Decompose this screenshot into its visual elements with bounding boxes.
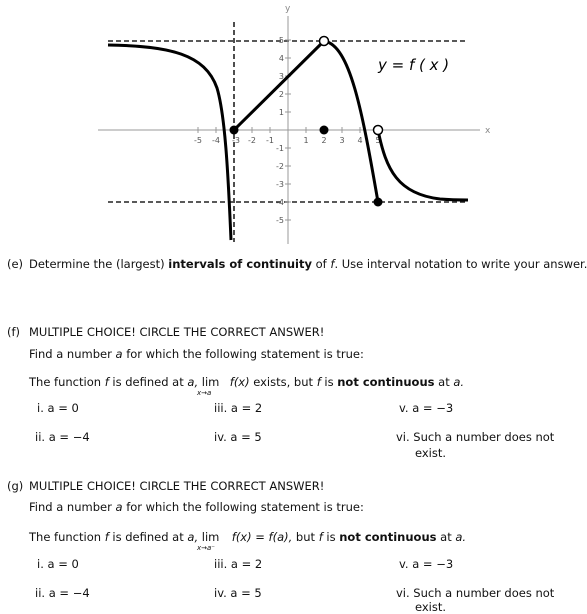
part-e-bold: intervals of continuity (168, 257, 312, 271)
part-e-text-2: of (315, 257, 327, 271)
part-f-statement (29, 375, 464, 389)
curve-decreasing-arc (324, 41, 381, 202)
y-tick-label: 2 (278, 90, 284, 99)
lim-expression: f(x) (229, 375, 250, 389)
lim-word: lim (201, 375, 220, 389)
stmt-f: f (104, 530, 109, 544)
part-g-option-iii[interactable]: iii. a = 2 (214, 557, 263, 571)
y-tick-label: 3 (278, 72, 284, 81)
stmt-text: is defined at (112, 530, 184, 544)
x-tick-label: -3 (232, 136, 240, 145)
part-e-question (29, 257, 587, 271)
stmt-a: a. (455, 530, 467, 544)
part-g-find-2: for which the following statement is true: (126, 500, 364, 514)
part-g-find (29, 500, 364, 514)
y-tick-label: -2 (276, 162, 284, 171)
part-f-option-iv[interactable]: iv. a = 5 (214, 430, 262, 444)
stmt-bold: not continuous (339, 530, 437, 544)
part-f-option-v[interactable]: v. a = −3 (399, 401, 454, 415)
part-f-heading: MULTIPLE CHOICE! CIRCLE THE CORRECT ANSWER! (29, 325, 325, 339)
part-f-option-i[interactable]: i. a = 0 (37, 401, 79, 415)
filled-point-5-minus4 (374, 198, 383, 207)
y-tick-label: -4 (276, 198, 284, 207)
open-point-5-0 (374, 126, 383, 135)
stmt-text: exists, but (253, 375, 314, 389)
part-f-find-a: a (115, 347, 123, 361)
stmt-text: is defined at (112, 375, 184, 389)
function-graph (0, 0, 561, 250)
part-g-option-vi[interactable]: vi. Such a number does not (396, 586, 555, 600)
part-e-text-3: . Use interval notation to write your answer. (334, 257, 587, 271)
stmt-text: but (295, 530, 316, 544)
part-g-heading: MULTIPLE CHOICE! CIRCLE THE CORRECT ANSWER! (29, 479, 325, 493)
stmt-text: is (324, 375, 334, 389)
part-e-text-1: Determine the (largest) (29, 257, 165, 271)
y-tick-label: -1 (276, 144, 284, 153)
x-tick-label: -5 (194, 136, 202, 145)
y-axis-label: y (285, 4, 291, 14)
part-f-option-iii[interactable]: iii. a = 2 (214, 401, 263, 415)
stmt-text: The function (29, 530, 102, 544)
part-f-find-2: for which the following statement is true: (126, 347, 364, 361)
stmt-bold: not continuous (337, 375, 435, 389)
part-g-option-ii[interactable]: ii. a = −4 (35, 586, 90, 600)
open-point-2-5 (320, 37, 329, 46)
stmt-f: f (316, 375, 321, 389)
part-g-lim-subscript: x→a⁻ (197, 544, 215, 552)
stmt-a: a, (187, 375, 199, 389)
stmt-text: at (438, 375, 450, 389)
x-tick-label: -4 (212, 136, 220, 145)
x-axis-label: x (485, 126, 491, 136)
part-g-option-i[interactable]: i. a = 0 (37, 557, 79, 571)
x-tick-label: 2 (321, 136, 327, 145)
curve-right-branch (378, 130, 468, 200)
lim-expression: f(x) = f(a), (231, 530, 293, 544)
stmt-text: The function (29, 375, 102, 389)
part-g-option-iv[interactable]: iv. a = 5 (214, 586, 262, 600)
stmt-text: is (326, 530, 336, 544)
part-f-option-ii[interactable]: ii. a = −4 (35, 430, 90, 444)
stmt-a: a, (187, 530, 199, 544)
part-g-statement (29, 530, 466, 544)
stmt-f: f (318, 530, 323, 544)
function-label: y = f ( x ) (378, 56, 450, 74)
part-g-find-1: Find a number (29, 500, 112, 514)
x-tick-label: -1 (266, 136, 274, 145)
y-tick-label: 5 (278, 36, 284, 45)
x-tick-label: 1 (303, 136, 309, 145)
part-f-find (29, 347, 364, 361)
x-tick-label: 5 (375, 136, 381, 145)
x-tick-label: 4 (357, 136, 363, 145)
part-e-f: f (330, 257, 335, 271)
stmt-text: at (440, 530, 452, 544)
y-tick-label: -5 (276, 216, 284, 225)
y-tick-label: -3 (276, 180, 284, 189)
part-e-label: (e) (7, 257, 24, 271)
part-f-option-vi-cont: exist. (415, 446, 447, 460)
y-tick-label: 1 (278, 108, 284, 117)
y-tick-label: 4 (278, 54, 284, 63)
part-f-lim-subscript: x→a (197, 389, 212, 397)
part-g-option-vi-cont: exist. (415, 600, 447, 614)
part-g-label: (g) (7, 479, 24, 493)
part-f-find-1: Find a number (29, 347, 112, 361)
part-f-label: (f) (7, 325, 21, 339)
stmt-a: a. (453, 375, 465, 389)
stmt-f: f (104, 375, 109, 389)
x-tick-label: -2 (248, 136, 256, 145)
filled-point-2-0 (320, 126, 329, 135)
part-g-find-a: a (115, 500, 123, 514)
x-tick-label: 3 (339, 136, 345, 145)
filled-point-minus3-0 (230, 126, 239, 135)
part-f-option-vi[interactable]: vi. Such a number does not (396, 430, 555, 444)
part-g-option-v[interactable]: v. a = −3 (399, 557, 454, 571)
lim-word: lim (201, 530, 220, 544)
